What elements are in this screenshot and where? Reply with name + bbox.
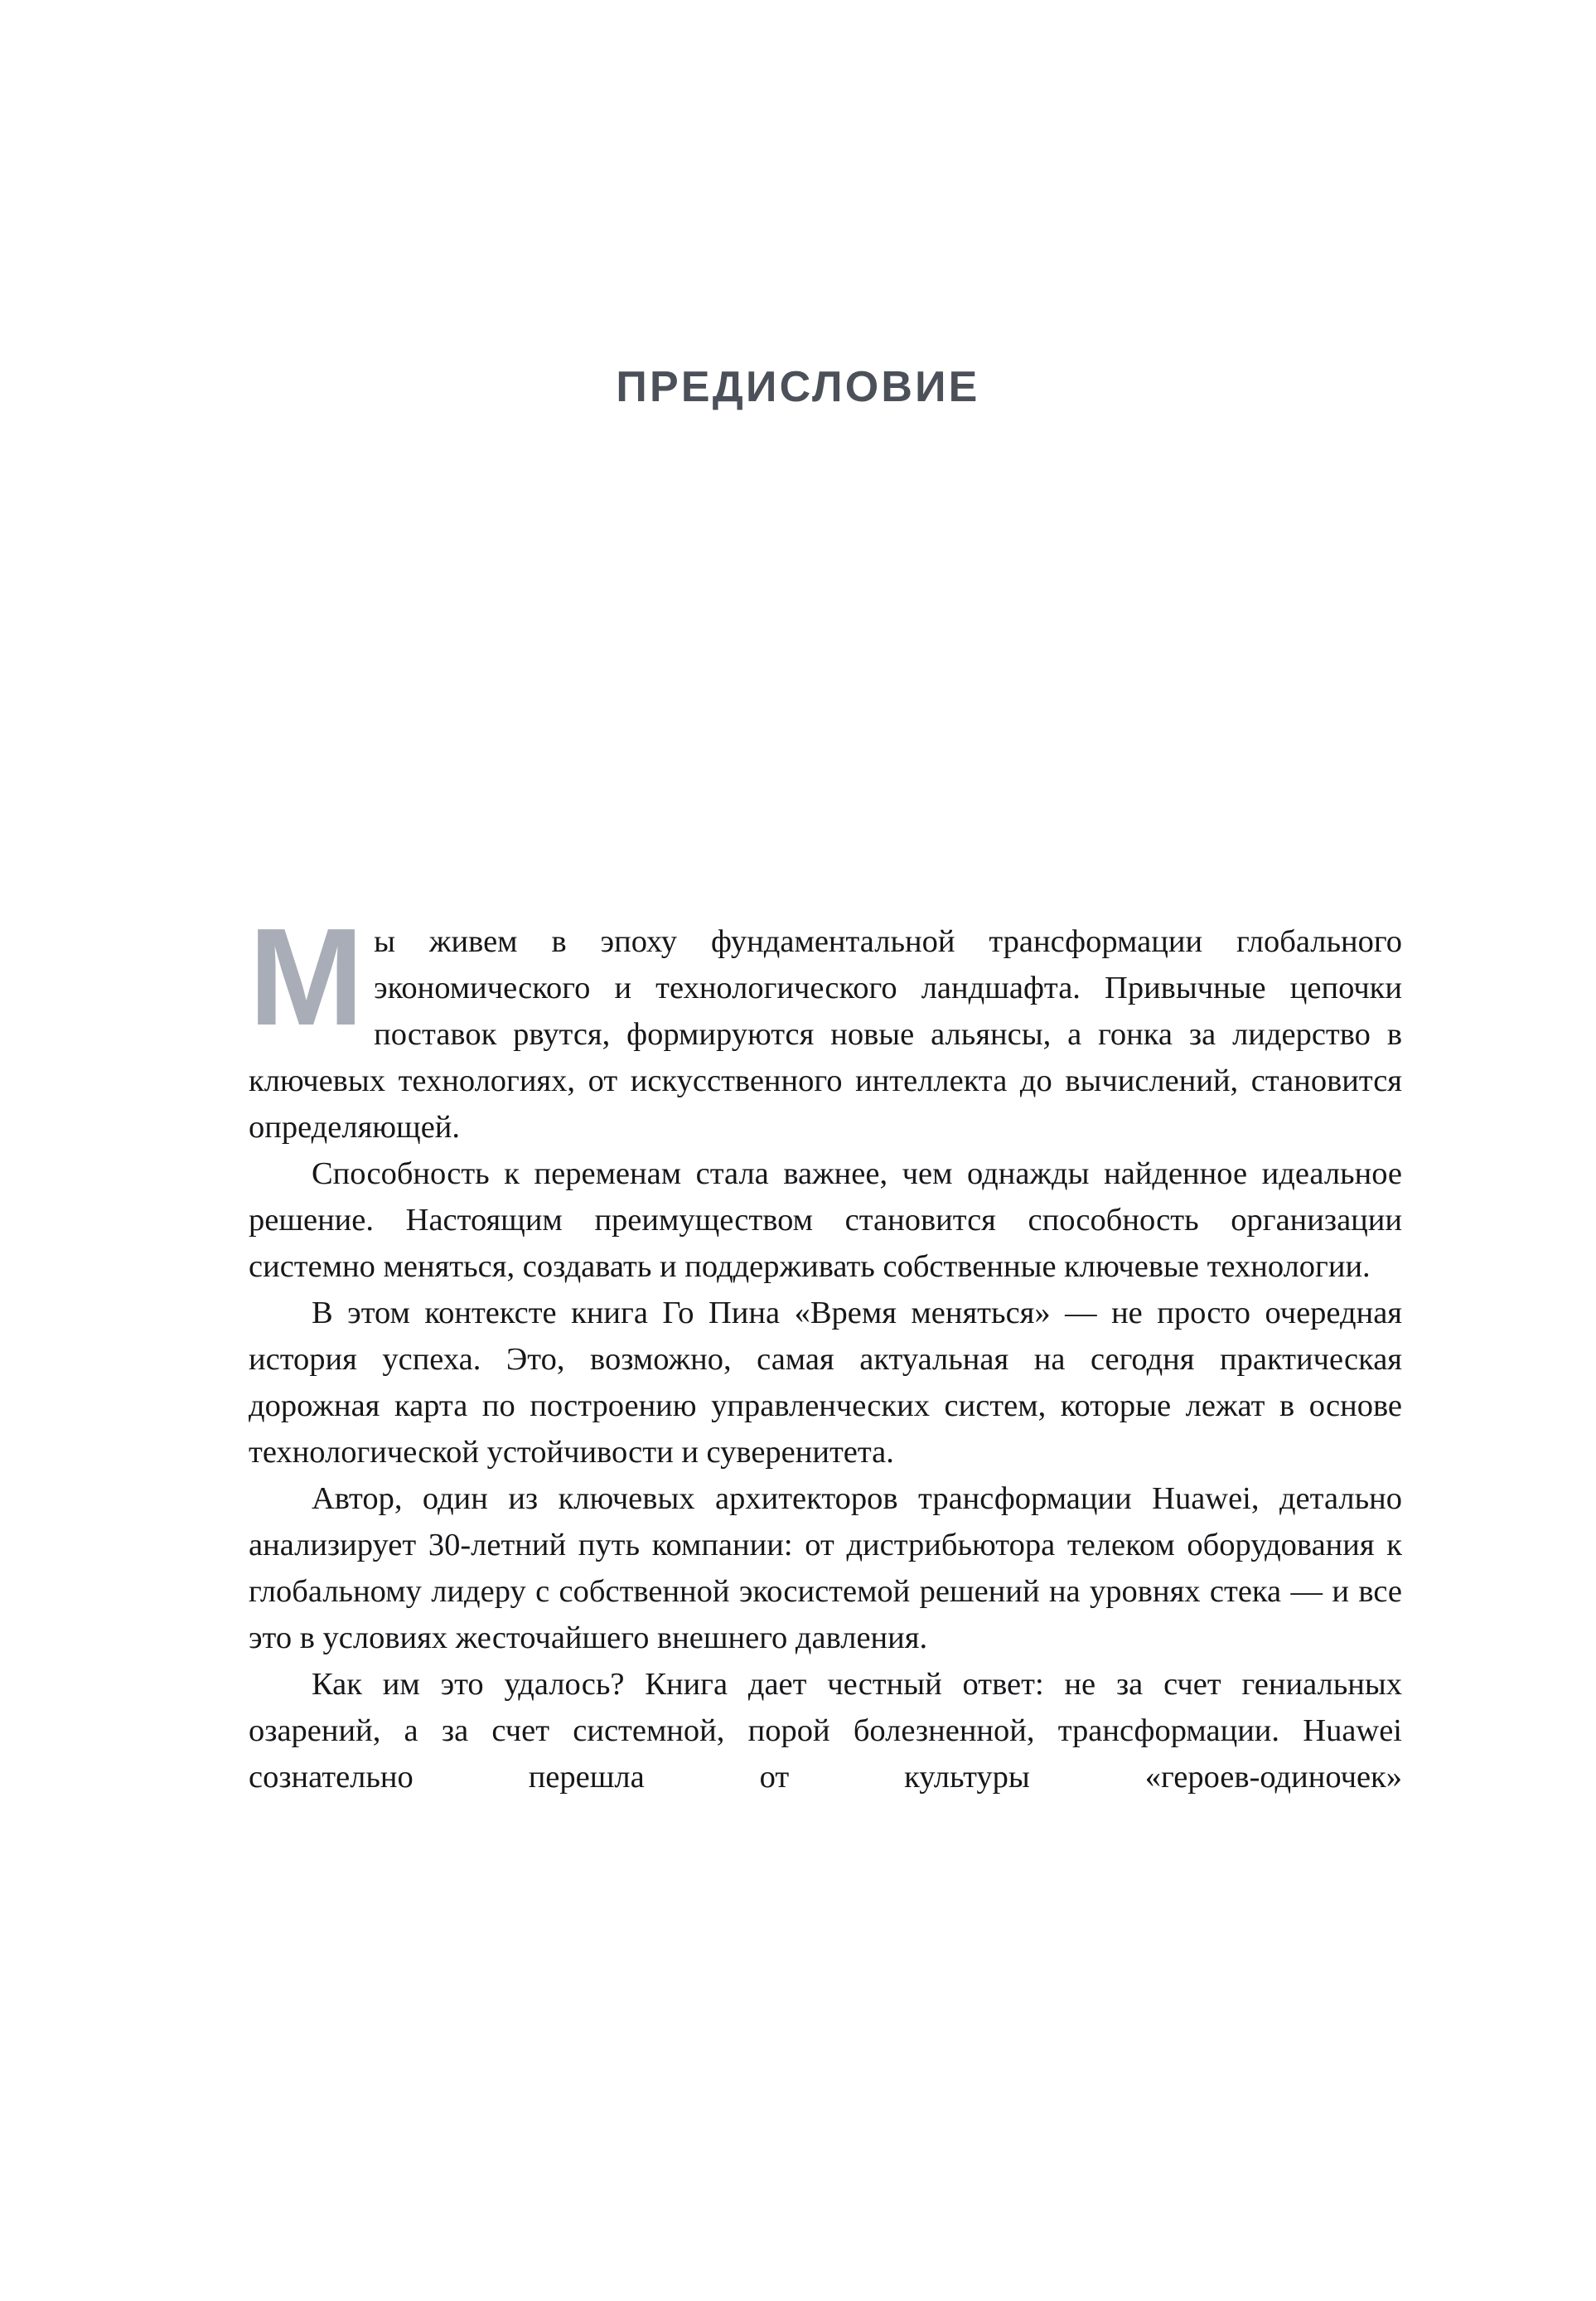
paragraph-2-text: Способность к переменам стала важнее, чем однажды найденное идеальное решение. Настоящим преимуществом становится способность организации системно меняться, создавать и поддерживать собственные ключевые технологии. bbox=[249, 1156, 1402, 1284]
paragraph-3-text: В этом контексте книга Го Пина «Время меняться» — не просто очередная история успеха. Это, возможно, самая актуальная на сегодня практическая дорожная карта по построению управленческих систем, которые лежат в основе технологической устойчивости и суверенитета. bbox=[249, 1296, 1402, 1470]
paragraph-4-text: Автор, один из ключевых архитекторов трансформации Huawei, детально анализирует 30-летний путь компании: от дистрибьютора телеком оборудования к глобальному лидеру с собственной экосистемой решений на уровнях стека — и все это в условиях жесточайшего внешнего давления. bbox=[249, 1481, 1402, 1655]
paragraph-5-text: Как им это удалось? Книга дает честный ответ: не за счет гениальных озарений, а за счет системной, порой болезненной, трансформации. Huawei сознательно перешла от культуры «героев-одиночек» bbox=[249, 1667, 1402, 1795]
drop-cap: М bbox=[249, 900, 365, 1054]
paragraph-1 bbox=[249, 900, 1402, 1150]
paragraph-4 bbox=[249, 1475, 1402, 1661]
paragraph-1-text: ы живем в эпоху фундаментальной трансформации глобального экономического и технологического ландшафта. Привычные цепочки поставок рвутся, формируются новые альянсы, а гонка за лидерство в ключевых технологиях, от искусственного интеллекта до вычислений, становится определяющей. bbox=[249, 924, 1402, 1145]
paragraph-2 bbox=[249, 1150, 1402, 1290]
paragraph-3 bbox=[249, 1290, 1402, 1475]
body-text bbox=[249, 900, 1402, 1847]
page-title: ПРЕДИСЛОВИЕ bbox=[616, 362, 980, 411]
paragraph-5 bbox=[249, 1661, 1402, 1847]
